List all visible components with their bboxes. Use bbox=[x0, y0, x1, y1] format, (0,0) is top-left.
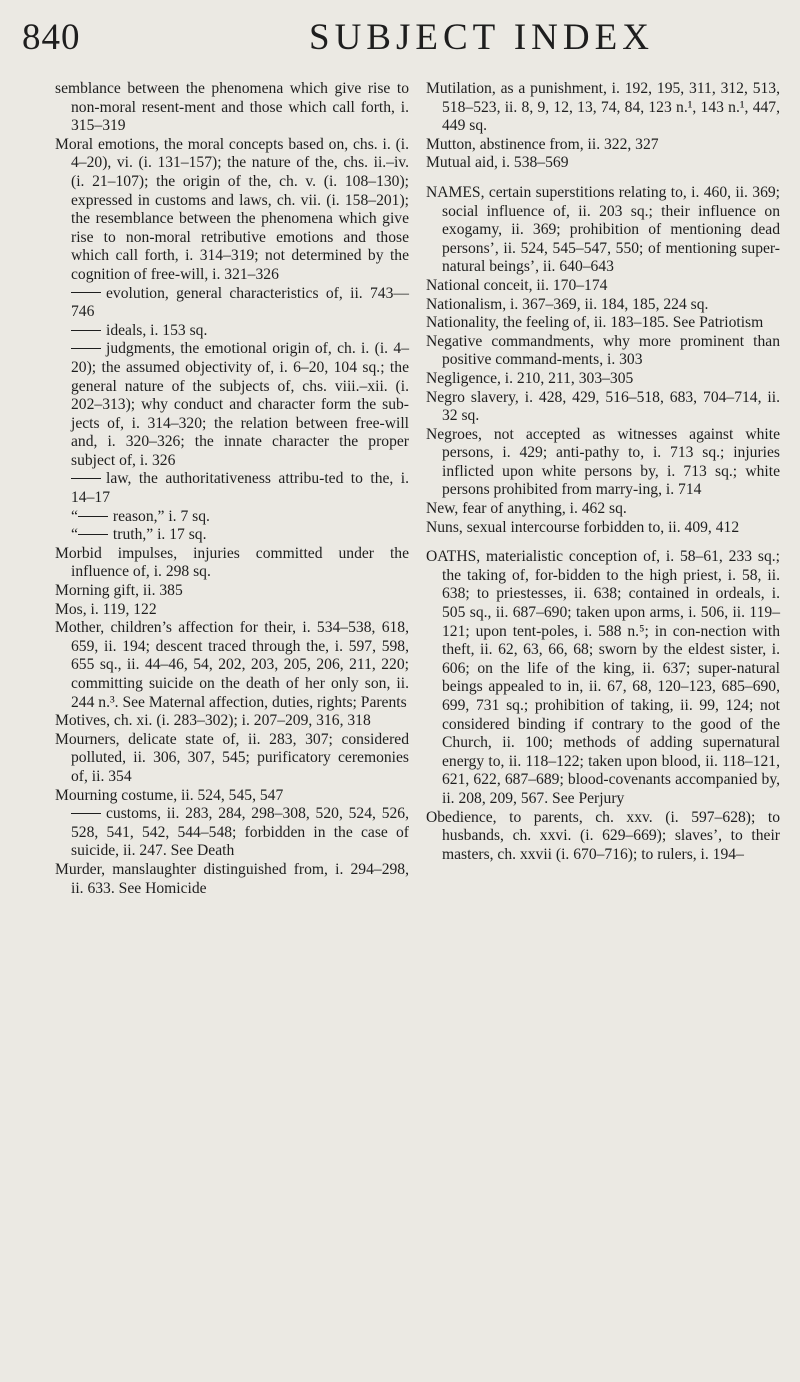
index-subentry bbox=[55, 322, 409, 341]
entry-text: customs, ii. 283, 284, 298–308, 520, 524, 526, 528, 541, 542, 544–548; forbidden in the case of suicide, ii. 247. See Death bbox=[71, 805, 409, 860]
quote-mark: “ bbox=[71, 526, 78, 544]
repeat-dash bbox=[71, 478, 101, 479]
repeat-dash bbox=[71, 330, 101, 331]
index-entry bbox=[426, 296, 780, 315]
index-entry bbox=[55, 601, 409, 620]
entry-text: Mutton, abstinence from, ii. 322, 327 bbox=[426, 135, 659, 153]
index-entry bbox=[55, 545, 409, 582]
index-entry bbox=[55, 619, 409, 712]
entry-text: Murder, manslaughter distinguished from, i. 294–298, ii. 633. See Homicide bbox=[55, 860, 409, 897]
page-number: 840 bbox=[22, 17, 81, 58]
index-entry bbox=[426, 389, 780, 426]
entry-text: Mutilation, as a punishment, i. 192, 195, 311, 312, 513, 518–523, ii. 8, 9, 12, 13, 74, 84, 123 n.¹, 143 n.¹, 447, 449 sq. bbox=[426, 80, 780, 135]
index-entry bbox=[426, 548, 780, 808]
entry-text: Mourning costume, ii. 524, 545, 547 bbox=[55, 786, 284, 804]
index-entry bbox=[55, 731, 409, 787]
index-entry bbox=[426, 370, 780, 389]
index-entry bbox=[55, 136, 409, 285]
index-subentry bbox=[55, 805, 409, 861]
entry-text: ideals, i. 153 sq. bbox=[106, 321, 208, 339]
entry-text: law, the authoritativeness attribu-ted to the, i. 14–17 bbox=[71, 470, 409, 507]
index-entry bbox=[426, 333, 780, 370]
index-entry bbox=[55, 861, 409, 898]
entry-text: evolution, general characteristics of, ii. 743—746 bbox=[71, 284, 409, 321]
index-entry bbox=[426, 154, 780, 173]
entry-text: New, fear of anything, i. 462 sq. bbox=[426, 500, 627, 518]
entry-text: Obedience, to parents, ch. xxv. (i. 597–628); to husbands, ch. xxvi. (i. 629–669); slaves’, to their masters, ch. xxvii (i. 670–716); to rulers, i. 194– bbox=[426, 808, 780, 863]
index-entry bbox=[55, 80, 409, 136]
repeat-dash bbox=[78, 516, 108, 517]
left-column bbox=[55, 80, 409, 898]
index-subentry bbox=[55, 340, 409, 470]
quote-mark: “ bbox=[71, 507, 78, 525]
index-subentry bbox=[55, 508, 409, 527]
entry-text: Negative commandments, why more prominent than positive command-ments, i. 303 bbox=[426, 332, 780, 369]
entry-text: Negroes, not accepted as witnesses against white persons, i. 429; anti-pathy to, i. 713 sq.; injuries inflicted upon white persons by, i. 713 sq.; white persons prohibited from marry-ing, i. 714 bbox=[426, 425, 780, 499]
index-entry bbox=[426, 136, 780, 155]
index-entry bbox=[426, 277, 780, 296]
index-columns bbox=[55, 80, 780, 898]
index-entry bbox=[426, 426, 780, 500]
index-subentry bbox=[55, 285, 409, 322]
entry-text: judgments, the emotional origin of, ch. i. (i. 4–20); the assumed objectivity of, i. 6–20, 104 sq.; the general nature of the subjects of, chs. viii.–xii. (i. 202–313); why conduct and character form the sub-jects of, i. 314–320; the relation between free-will and, i. 320–326; the innate character the proper subject of, i. 326 bbox=[71, 340, 409, 469]
entry-text: Negro slavery, i. 428, 429, 516–518, 683, 704–714, ii. 32 sq. bbox=[426, 388, 780, 425]
entry-text: Mother, children’s affection for their, i. 534–538, 618, 659, ii. 194; descent traced through the, i. 597, 598, 655 sq., ii. 44–46, 54, 202, 203, 205, 206, 211, 220; committing suicide on the death of her only son, ii. 244 n.³. See Maternal affection, duties, rights; Parents bbox=[55, 619, 409, 711]
entry-text: National conceit, ii. 170–174 bbox=[426, 276, 608, 294]
entry-text: OATHS, materialistic conception of, i. 58–61, 233 sq.; the taking of, for-bidden to the high priest, i. 58, ii. 638; to priestesses, ii. 638; contained in ordeals, i. 505 sq., ii. 687–690; taken upon arms, i. 506, ii. 119–121; upon tent-poles, i. 588 n.⁵; in con-nection with theft, ii. 62, 63, 66, 68; sworn by the eldest sister, i. 606; on the life of the king, ii. 637; super-natural beings appealed to in, ii. 67, 68, 120–123, 685–690, 699, 731 sq.; prohibition of taking, ii. 99, 124; not considered binding if contrary to the good of the Church, ii. 100; methods of adding supernatural energy to, ii. 118–122; taken upon blood, ii. 118–121, 621, 622, 687–689; blood-covenants accompanied by, ii. 208, 209, 567. See Perjury bbox=[426, 548, 780, 807]
index-entry bbox=[55, 582, 409, 601]
repeat-dash bbox=[71, 348, 101, 349]
index-entry bbox=[426, 500, 780, 519]
index-subentry bbox=[55, 526, 409, 545]
entry-text: Nationalism, i. 367–369, ii. 184, 185, 224 sq. bbox=[426, 295, 709, 313]
index-entry bbox=[55, 712, 409, 731]
entry-text: Mutual aid, i. 538–569 bbox=[426, 154, 569, 172]
index-entry bbox=[55, 787, 409, 806]
index-subentry bbox=[55, 470, 409, 507]
page-header bbox=[22, 16, 780, 62]
entry-text: Nationality, the feeling of, ii. 183–185. See Patriotism bbox=[426, 314, 764, 332]
repeat-dash bbox=[71, 292, 101, 293]
index-entry bbox=[426, 809, 780, 865]
entry-text: Motives, ch. xi. (i. 283–302); i. 207–209, 316, 318 bbox=[55, 712, 371, 730]
entry-text: Morning gift, ii. 385 bbox=[55, 582, 183, 600]
entry-text: NAMES, certain superstitions relating to, i. 460, ii. 369; social influence of, ii. 203 sq.; their influence on exogamy, ii. 369; prohibition of mentioning dead persons’, ii. 524, 545–547, 550; of mentioning super-natural beings’, ii. 640–643 bbox=[426, 183, 780, 276]
index-entry bbox=[426, 80, 780, 136]
repeat-dash bbox=[78, 534, 108, 535]
entry-text: Mourners, delicate state of, ii. 283, 307; considered polluted, ii. 306, 307, 545; purificatory ceremonies of, ii. 354 bbox=[55, 730, 409, 785]
index-entry bbox=[426, 519, 780, 538]
entry-text: Mos, i. 119, 122 bbox=[55, 600, 157, 618]
entry-text: Nuns, sexual intercourse forbidden to, ii. 409, 412 bbox=[426, 518, 740, 536]
running-title: SUBJECT INDEX bbox=[309, 17, 654, 58]
right-column bbox=[426, 80, 780, 898]
entry-text: Negligence, i. 210, 211, 303–305 bbox=[426, 369, 634, 387]
entry-text: Morbid impulses, injuries committed under the influence of, i. 298 sq. bbox=[55, 544, 409, 581]
entry-text: semblance between the phenomena which give rise to non-moral resent-ment and those which call forth, i. 315–319 bbox=[55, 80, 409, 135]
index-entry bbox=[426, 314, 780, 333]
index-entry bbox=[426, 184, 780, 277]
entry-text: Moral emotions, the moral concepts based on, chs. i. (i. 4–20), vi. (i. 131–157); the nature of the, chs. ii.–iv. (i. 21–107); the origin of the, ch. v. (i. 108–130); expressed in customs and laws, ch. vii. (i. 158–201); the resemblance between the phenomena which give rise to non-moral retributive emotions and those which call forth, i. 314–319; not determined by the cognition of free-will, i. 321–326 bbox=[55, 135, 409, 283]
entry-text: reason,” i. 7 sq. bbox=[112, 507, 210, 525]
entry-text: truth,” i. 17 sq. bbox=[112, 526, 207, 544]
repeat-dash bbox=[71, 813, 101, 814]
